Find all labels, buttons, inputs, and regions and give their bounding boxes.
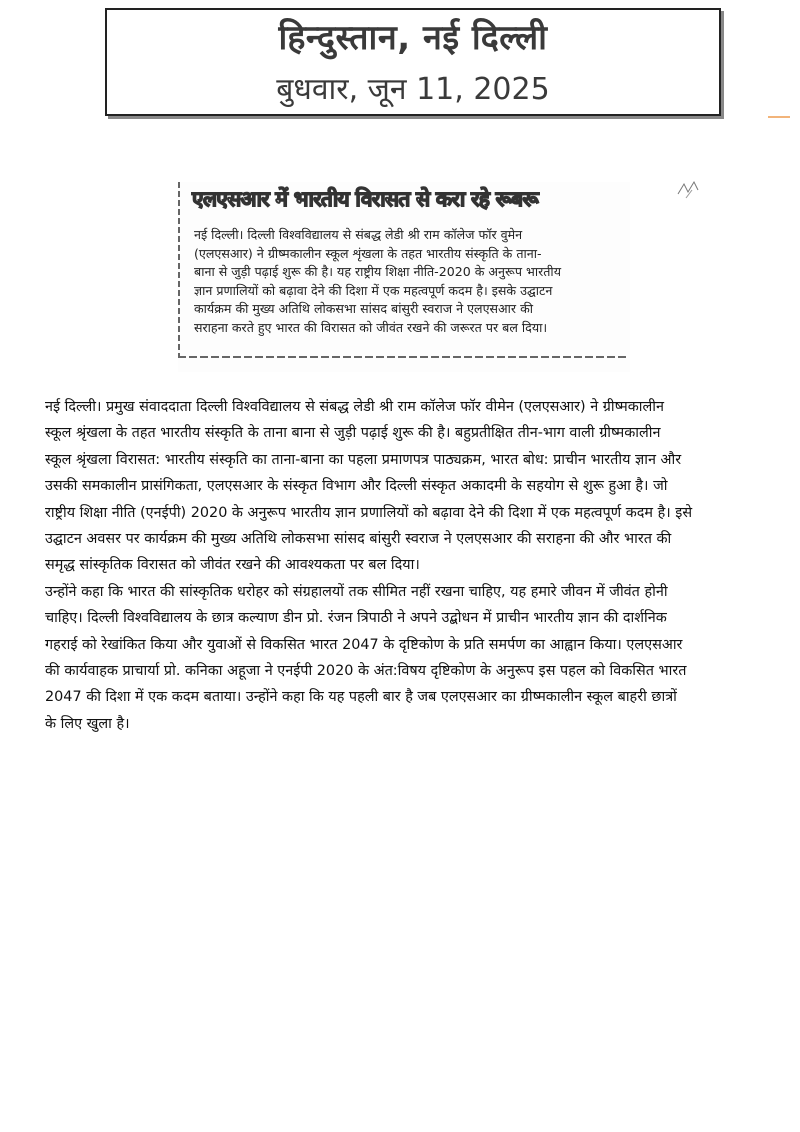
article-line: नई दिल्ली। प्रमुख संवाददाता दिल्ली विश्वविद्यालय से संबद्ध लेडी श्री राम कॉलेज फॉर वीमेन (एलएसआर) ने ग्रीष्मकालीन [45, 399, 665, 415]
clipping-line: बाना से जुड़ी पढ़ाई शुरू की है। यह राष्ट्रीय शिक्षा नीति-2020 के अनुरूप भारतीय [194, 264, 561, 280]
clipping-cut-edge-bottom [178, 356, 628, 358]
clipping-line: कार्यक्रम की मुख्य अतिथि लोकसभा सांसद बांसुरी स्वराज ने एलएसआर की [194, 301, 534, 317]
clipping-line: ज्ञान प्रणालियों को बढ़ावा देने की दिशा में एक महत्वपूर्ण कदम है। इसके उद्घाटन [194, 282, 553, 298]
article-line: गहराई को रेखांकित किया और युवाओं से विकसित भारत 2047 के दृष्टिकोण के प्रति समर्पण का आह्वान किया। एलएसआर [45, 636, 683, 653]
clipping-line: नई दिल्ली। दिल्ली विश्वविद्यालय से संबद्ध लेडी श्री राम कॉलेज फॉर वुमेन [194, 227, 523, 242]
article-line: स्कूल श्रृंखला विरासत: भारतीय संस्कृति का ताना-बाना का पहला प्रमाणपत्र पाठ्यक्रम, भारत बोध: प्राचीन भारतीय ज्ञान और [45, 451, 682, 468]
article-body [45, 394, 755, 737]
news-clipping [178, 182, 630, 372]
scan-artifact-mark [768, 116, 790, 118]
article-line: स्कूल श्रृंखला के तहत भारतीय संस्कृति के ताना बाना से जुड़ी पढ़ाई शुरू की है। बहुप्रतीक्षित तीन-भाग वाली ग्रीष्मकालीन [45, 425, 661, 442]
article-line: उसकी समकालीन प्रासंगिकता, एलएसआर के संस्कृत विभाग और दिल्ली संस्कृत अकादमी के सहयोग से शुरू हुआ है। जो [45, 478, 668, 495]
article-line: समृद्ध सांस्कृतिक विरासत को जीवंत रखने की आवश्यकता पर बल दिया। [45, 557, 420, 574]
article-line: की कार्यवाहक प्राचार्या प्रो. कनिका अहूजा ने एनईपी 2020 के अंत:विषय दृष्टिकोण के अनुरूप इस पहल को विकसित भारत [45, 663, 687, 680]
clipping-line: सराहना करते हुए भारत की विरासत को जीवंत रखने की जरूरत पर बल दिया। [194, 319, 548, 335]
article-line: चाहिए। दिल्ली विश्वविद्यालय के छात्र कल्याण डीन प्रो. रंजन त्रिपाठी ने अपने उद्बोधन में प्राचीन भारतीय ज्ञान की दार्शनिक [45, 610, 667, 627]
masthead-box [105, 8, 721, 116]
article-line: के लिए खुला है। [45, 715, 130, 732]
clipping-line: (एलएसआर) ने ग्रीष्मकालीन स्कूल शृंखला के तहत भारतीय संस्कृति के ताना- [194, 245, 542, 261]
publication-date: बुधवार, जून 11, 2025 [276, 72, 550, 107]
clipping-headline: एलएसआर में भारतीय विरासत से करा रहे रूबरू [192, 187, 538, 211]
clipping-cut-edge-left [178, 182, 180, 357]
article-line: 2047 की दिशा में एक कदम बताया। उन्होंने कहा कि यह पहली बार है जब एलएसआर का ग्रीष्मकालीन स्कूल बाहरी छात्रों [45, 689, 677, 706]
article-line: उन्होंने कहा कि भारत की सांस्कृतिक धरोहर को संग्रहालयों तक सीमित नहीं रखना चाहिए, यह हमारे जीवन में जीवंत होनी [45, 583, 668, 600]
article-line: राष्ट्रीय शिक्षा नीति (एनईपी) 2020 के अनुरूप भारतीय ज्ञान प्रणालियों को बढ़ावा देने की दिशा में एक महत्वपूर्ण कदम है। इसे [45, 504, 693, 521]
pen-scribble-mark [676, 178, 704, 200]
newspaper-title: हिन्दुस्तान, नई दिल्ली [278, 18, 548, 58]
clipping-body [194, 226, 624, 338]
article-line: उद्घाटन अवसर पर कार्यक्रम की मुख्य अतिथि लोकसभा सांसद बांसुरी स्वराज ने एलएसआर की सराहना की और भारत की [45, 531, 672, 548]
